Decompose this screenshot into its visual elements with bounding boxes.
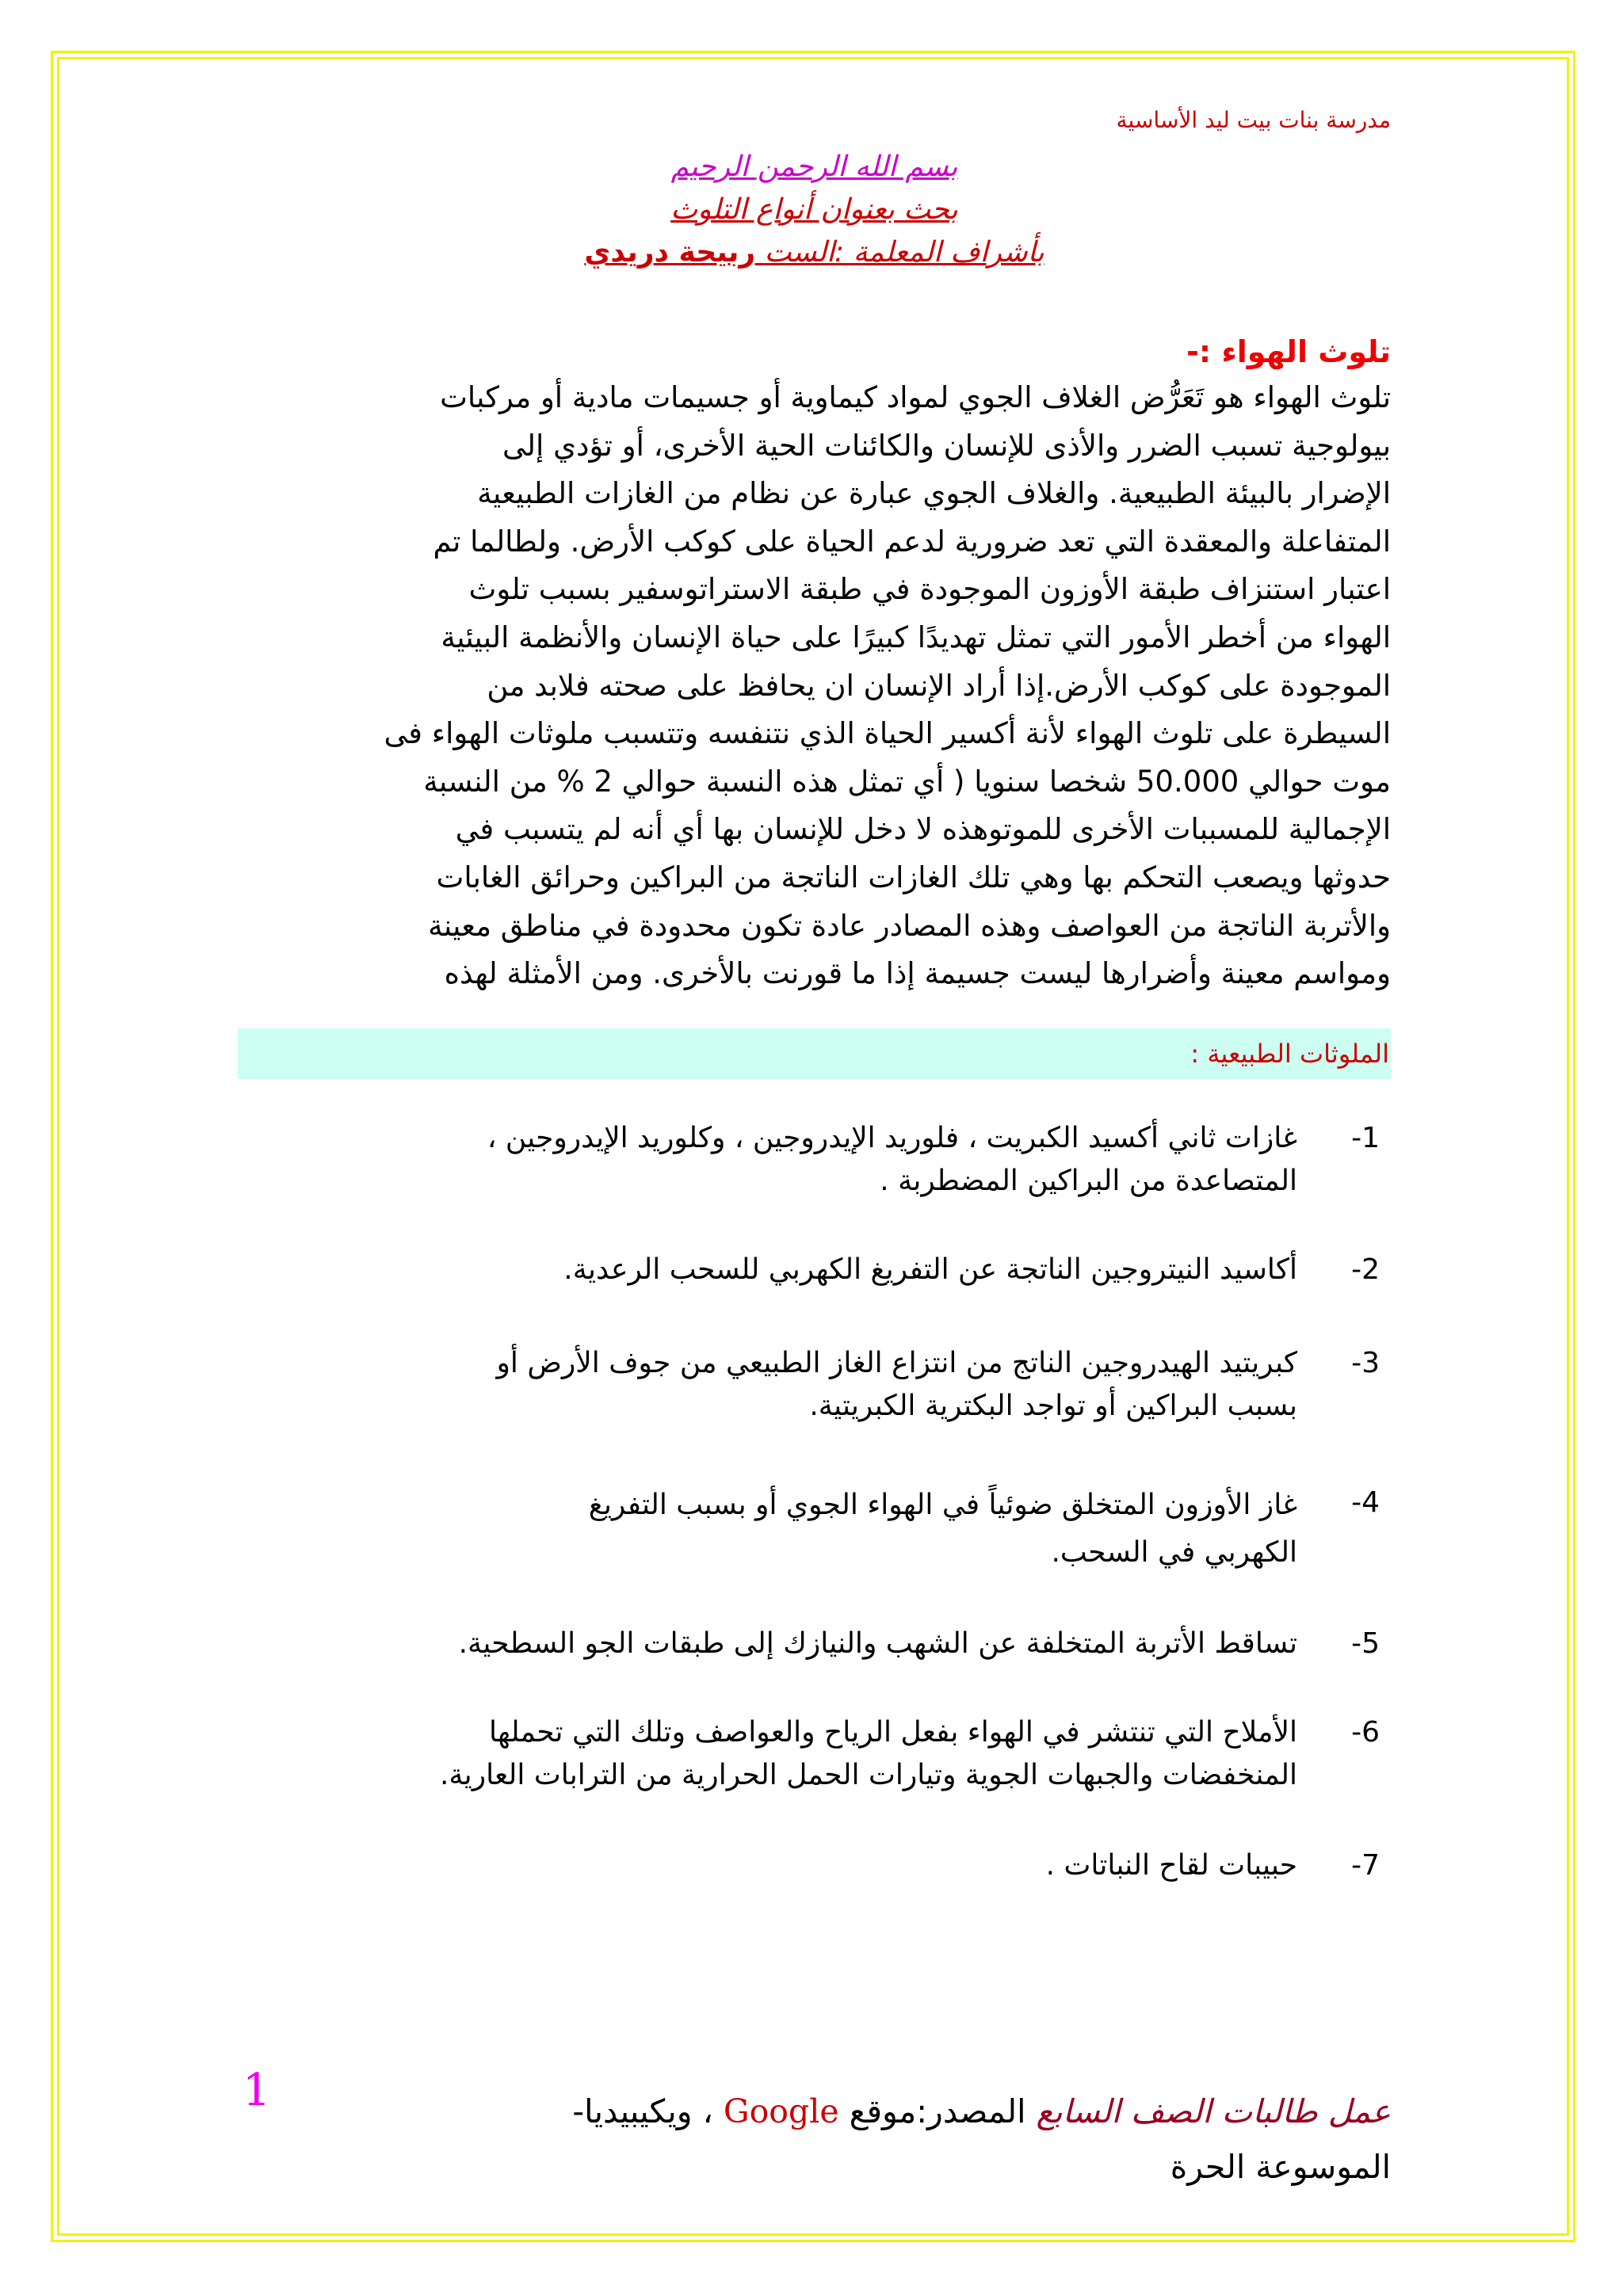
list-item-line: أكاسيد النيتروجين الناتجة عن التفريغ الكهربي للسحب الرعدية. bbox=[563, 1253, 1297, 1286]
teacher-name: ربيحة دريدي bbox=[584, 236, 756, 269]
list-item-line: بسبب البراكين أو تواجد البكترية الكبريتية. bbox=[809, 1389, 1297, 1422]
body-line: السيطرة على تلوث الهواء لأنة أكسير الحياة الذي نتنفسه وتتسبب ملوثات الهواء فى bbox=[384, 716, 1391, 751]
body-line: اعتبار استنزاف طبقة الأوزون الموجودة في طبقة الاستراتوسفير بسبب تلوث bbox=[468, 572, 1391, 607]
section-body bbox=[238, 374, 1391, 998]
list-item bbox=[238, 1249, 1391, 1291]
body-line: الموجودة على كوكب الأرض.إذا أراد الإنسان ان يحافظ على صحته فلابد من bbox=[487, 668, 1391, 703]
body-line: المتفاعلة والمعقدة التي تعد ضرورية لدعم الحياة على كوكب الأرض. ولطالما تم bbox=[433, 524, 1391, 559]
body-line: تلوث الهواء هو تَعَرُّض الغلاف الجوي لمواد كيماوية أو جسيمات مادية أو مركبات bbox=[440, 380, 1391, 414]
supervision-line bbox=[238, 231, 1391, 274]
research-title: بحث بعنوان أنواع التلوث bbox=[670, 193, 958, 226]
supervision-prefix: بأشراف المعلمة :الست bbox=[764, 236, 1044, 269]
list-item-number: -4 bbox=[1351, 1486, 1380, 1519]
list-item-line: الكهربي في السحب. bbox=[1051, 1535, 1297, 1569]
list-item-line: كبريتيد الهيدروجين الناتج من انتزاع الغاز الطبيعي من جوف الأرض أو bbox=[496, 1346, 1297, 1379]
natural-pollutants-list bbox=[238, 1117, 1391, 1887]
google-text: Google bbox=[723, 2092, 839, 2130]
school-name: مدرسة بنات بيت ليد الأساسية bbox=[1116, 107, 1391, 133]
body-line: بيولوجية تسبب الضرر والأذى للإنسان والكائنات الحية الأخرى، أو تؤدي إلى bbox=[502, 428, 1391, 463]
credit-text: عمل طالبات الصف السابع bbox=[1036, 2092, 1391, 2130]
list-item bbox=[238, 1623, 1391, 1665]
section-title: تلوث الهواء :- bbox=[1186, 334, 1391, 369]
list-item-number: -2 bbox=[1351, 1253, 1380, 1286]
list-item-line: المتصاعدة من البراكين المضطربة . bbox=[880, 1164, 1297, 1197]
body-line: ومواسم معينة وأضرارها ليست جسيمة إذا ما قورنت بالأخرى. ومن الأمثلة لهذه bbox=[444, 956, 1391, 991]
source-line-2: الموسوعة الحرة bbox=[1170, 2148, 1391, 2186]
source-rest: ، ويكيبيديا- bbox=[572, 2092, 713, 2130]
list-item-line: الأملاح التي تنتشر في الهواء بفعل الرياح والعواصف وتلك التي تحملها bbox=[489, 1715, 1297, 1749]
body-line: الإضرار بالبيئة الطبيعية. والغلاف الجوي عبارة عن نظام من الغازات الطبيعية bbox=[477, 476, 1391, 511]
source-label: المصدر:موقع bbox=[849, 2092, 1026, 2130]
list-item bbox=[238, 1342, 1391, 1428]
source-footer bbox=[345, 2084, 1391, 2195]
list-item-number: -6 bbox=[1351, 1715, 1380, 1749]
body-line: حدوثها ويصعب التحكم بها وهي تلك الغازات الناتجة من البراكين وحرائق الغابات bbox=[436, 860, 1391, 894]
list-item-number: -1 bbox=[1351, 1121, 1380, 1154]
list-item-line: تساقط الأتربة المتخلفة عن الشهب والنيازك إلى طبقات الجو السطحية. bbox=[458, 1627, 1297, 1660]
list-item-line: المنخفضات والجبهات الجوية وتيارات الحمل الحرارية من الترابات العارية. bbox=[439, 1758, 1297, 1791]
body-line: موت حوالي 50.000 شخصا سنويا ( أي تمثل هذه النسبة حوالي 2 % من النسبة bbox=[423, 764, 1391, 799]
page-number: 1 bbox=[242, 2065, 271, 2116]
list-item-number: -3 bbox=[1351, 1346, 1380, 1379]
body-line: الهواء من أخطر الأمور التي تمثل تهديدًا كبيرًا على حياة الإنسان والأنظمة البيئية bbox=[441, 620, 1391, 654]
body-line: والأتربة الناتجة من العواصف وهذه المصادر عادة تكون محدودة في مناطق معينة bbox=[428, 908, 1391, 943]
list-item bbox=[238, 1844, 1391, 1887]
list-item-line: غاز الأوزون المتخلق ضوئياً في الهواء الجوي أو بسبب التفريغ bbox=[588, 1488, 1297, 1521]
natural-pollutants-heading: الملوثات الطبيعية : bbox=[238, 1028, 1391, 1079]
source-line-1 bbox=[345, 2084, 1391, 2139]
basmala: بسم الله الرحمن الرحيم bbox=[670, 151, 958, 183]
list-item bbox=[238, 1117, 1391, 1203]
document-page bbox=[238, 103, 1391, 1887]
list-item-number: -7 bbox=[1351, 1848, 1380, 1882]
body-line: الإجمالية للمسببات الأخرى للموتوهذه لا دخل للإنسان بها أي أنه لم يتسبب في bbox=[455, 812, 1391, 847]
list-item-line: غازات ثاني أكسيد الكبريت ، فلوريد الإيدروجين ، وكلوريد الإيدروجين ، bbox=[487, 1121, 1297, 1154]
list-item-number: -5 bbox=[1351, 1627, 1380, 1660]
list-item bbox=[238, 1482, 1391, 1577]
list-item-line: حبيبات لقاح النباتات . bbox=[1045, 1848, 1297, 1882]
list-item bbox=[238, 1711, 1391, 1797]
